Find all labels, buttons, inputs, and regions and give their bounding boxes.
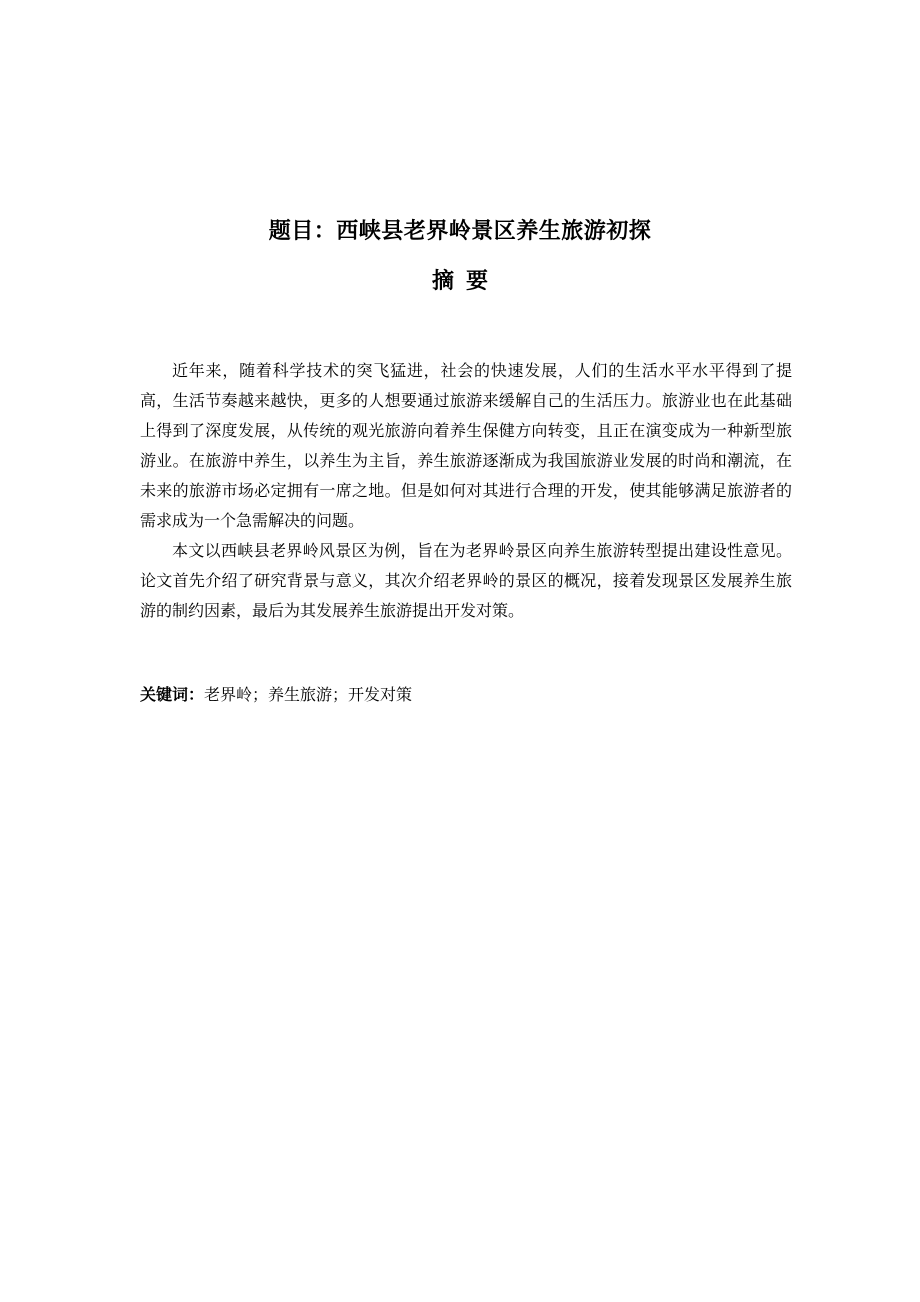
keywords-text: 老界岭；养生旅游；开发对策 (204, 685, 413, 704)
keywords-label: 关键词： (140, 685, 205, 704)
keywords-line (140, 680, 792, 710)
abstract-body (140, 356, 792, 626)
abstract-paragraph-2: 本文以西峡县老界岭风景区为例，旨在为老界岭景区向养生旅游转型提出建设性意见。论文首先介绍了研究背景与意义，其次介绍老界岭的景区的概况，接着发现景区发展养生旅游的制约因素，最后为其发展养生旅游提出开发对策。 (140, 541, 792, 620)
page-title: 题目：西峡县老界岭景区养生旅游初探 (268, 219, 652, 244)
abstract-heading: 摘要 (431, 269, 500, 294)
abstract-paragraph-1: 近年来，随着科学技术的突飞猛进，社会的快速发展，人们的生活水平水平得到了提高，生活节奏越来越快，更多的人想要通过旅游来缓解自己的生活压力。旅游业也在此基础上得到了深度发展，从传统的观光旅游向着养生保健方向转变，且正在演变成为一种新型旅游业。在旅游中养生，以养生为主旨，养生旅游逐渐成为我国旅游业发展的时尚和潮流，在未来的旅游市场必定拥有一席之地。但是如何对其进行合理的开发，使其能够满足旅游者的需求成为一个急需解决的问题。 (140, 361, 792, 530)
